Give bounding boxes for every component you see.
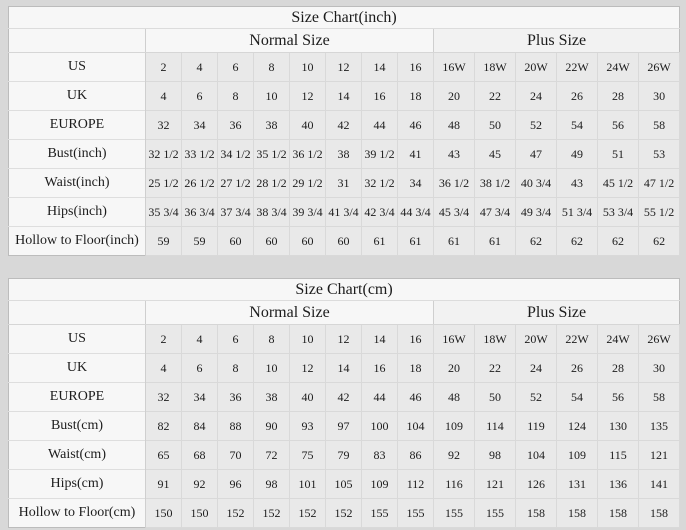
size-value-cell: 62: [516, 227, 557, 256]
size-value-cell: 34: [182, 383, 218, 412]
size-value-cell: 40 3/4: [516, 169, 557, 198]
size-value-cell: 14: [326, 354, 362, 383]
size-value-cell: 112: [398, 470, 434, 499]
size-value-cell: 152: [326, 499, 362, 528]
size-value-cell: 92: [182, 470, 218, 499]
size-value-cell: 44: [362, 383, 398, 412]
size-value-cell: 8: [254, 53, 290, 82]
size-value-cell: 38: [254, 383, 290, 412]
table-row: [9, 169, 680, 198]
size-value-cell: 59: [146, 227, 182, 256]
size-rows-cm: [9, 325, 680, 528]
size-value-cell: 152: [218, 499, 254, 528]
size-value-cell: 6: [182, 82, 218, 111]
size-value-cell: 16W: [434, 325, 475, 354]
size-value-cell: 46: [398, 111, 434, 140]
size-value-cell: 101: [290, 470, 326, 499]
size-value-cell: 46: [398, 383, 434, 412]
size-value-cell: 35 1/2: [254, 140, 290, 169]
size-value-cell: 40: [290, 383, 326, 412]
size-value-cell: 16: [398, 325, 434, 354]
table-row: [9, 412, 680, 441]
row-label: US: [9, 325, 146, 354]
size-value-cell: 26: [557, 82, 598, 111]
size-value-cell: 43: [434, 140, 475, 169]
size-value-cell: 158: [516, 499, 557, 528]
size-value-cell: 45 3/4: [434, 198, 475, 227]
size-value-cell: 45 1/2: [598, 169, 639, 198]
size-chart-inch-table: [8, 6, 680, 256]
size-value-cell: 62: [557, 227, 598, 256]
size-value-cell: 93: [290, 412, 326, 441]
size-value-cell: 6: [182, 354, 218, 383]
size-value-cell: 30: [639, 354, 680, 383]
size-value-cell: 116: [434, 470, 475, 499]
size-value-cell: 26 1/2: [182, 169, 218, 198]
plus-size-header: Plus Size: [434, 301, 680, 325]
size-value-cell: 60: [290, 227, 326, 256]
size-value-cell: 4: [146, 354, 182, 383]
size-value-cell: 14: [362, 325, 398, 354]
row-label: EUROPE: [9, 111, 146, 140]
size-value-cell: 32 1/2: [362, 169, 398, 198]
size-value-cell: 36 1/2: [290, 140, 326, 169]
size-value-cell: 52: [516, 383, 557, 412]
size-value-cell: 155: [362, 499, 398, 528]
size-value-cell: 119: [516, 412, 557, 441]
size-value-cell: 130: [598, 412, 639, 441]
size-value-cell: 56: [598, 111, 639, 140]
size-value-cell: 35 3/4: [146, 198, 182, 227]
size-value-cell: 32: [146, 111, 182, 140]
size-value-cell: 30: [639, 82, 680, 111]
size-value-cell: 34 1/2: [218, 140, 254, 169]
size-value-cell: 158: [639, 499, 680, 528]
size-value-cell: 41: [398, 140, 434, 169]
size-value-cell: 84: [182, 412, 218, 441]
size-value-cell: 61: [434, 227, 475, 256]
size-value-cell: 8: [254, 325, 290, 354]
normal-size-header: Normal Size: [146, 29, 434, 53]
size-value-cell: 131: [557, 470, 598, 499]
size-value-cell: 24: [516, 354, 557, 383]
size-value-cell: 38: [254, 111, 290, 140]
size-value-cell: 83: [362, 441, 398, 470]
table-row: [9, 441, 680, 470]
size-value-cell: 42: [326, 111, 362, 140]
size-value-cell: 12: [326, 325, 362, 354]
table-row: [9, 82, 680, 111]
size-value-cell: 60: [254, 227, 290, 256]
size-value-cell: 155: [398, 499, 434, 528]
size-value-cell: 12: [290, 354, 326, 383]
size-value-cell: 92: [434, 441, 475, 470]
size-value-cell: 86: [398, 441, 434, 470]
size-value-cell: 4: [146, 82, 182, 111]
size-value-cell: 20W: [516, 53, 557, 82]
size-value-cell: 155: [475, 499, 516, 528]
size-value-cell: 54: [557, 383, 598, 412]
size-value-cell: 28: [598, 82, 639, 111]
size-value-cell: 114: [475, 412, 516, 441]
size-value-cell: 8: [218, 354, 254, 383]
size-value-cell: 47: [516, 140, 557, 169]
size-value-cell: 70: [218, 441, 254, 470]
size-value-cell: 79: [326, 441, 362, 470]
size-value-cell: 126: [516, 470, 557, 499]
size-value-cell: 158: [598, 499, 639, 528]
size-value-cell: 25 1/2: [146, 169, 182, 198]
size-chart-cm-table: [8, 278, 680, 528]
table-title: Size Chart(inch): [9, 7, 680, 29]
size-value-cell: 51 3/4: [557, 198, 598, 227]
size-value-cell: 47 1/2: [639, 169, 680, 198]
size-value-cell: 20: [434, 82, 475, 111]
size-rows-inch: [9, 53, 680, 256]
table-row: [9, 140, 680, 169]
size-value-cell: 48: [434, 383, 475, 412]
row-label: UK: [9, 354, 146, 383]
size-value-cell: 22W: [557, 325, 598, 354]
size-value-cell: 56: [598, 383, 639, 412]
size-value-cell: 37 3/4: [218, 198, 254, 227]
size-value-cell: 33 1/2: [182, 140, 218, 169]
table-row: [9, 227, 680, 256]
size-value-cell: 109: [557, 441, 598, 470]
size-value-cell: 53: [639, 140, 680, 169]
size-value-cell: 32: [146, 383, 182, 412]
row-label: UK: [9, 82, 146, 111]
size-value-cell: 20W: [516, 325, 557, 354]
size-value-cell: 2: [146, 325, 182, 354]
size-value-cell: 155: [434, 499, 475, 528]
size-value-cell: 38 1/2: [475, 169, 516, 198]
size-value-cell: 36: [218, 383, 254, 412]
size-value-cell: 104: [398, 412, 434, 441]
size-value-cell: 55 1/2: [639, 198, 680, 227]
size-value-cell: 22: [475, 82, 516, 111]
row-label: Hollow to Floor(inch): [9, 227, 146, 256]
size-value-cell: 98: [475, 441, 516, 470]
size-value-cell: 31: [326, 169, 362, 198]
size-value-cell: 34: [398, 169, 434, 198]
size-value-cell: 22W: [557, 53, 598, 82]
size-value-cell: 40: [290, 111, 326, 140]
size-value-cell: 22: [475, 354, 516, 383]
size-value-cell: 45: [475, 140, 516, 169]
size-value-cell: 34: [182, 111, 218, 140]
table-row: [9, 53, 680, 82]
row-label: Bust(inch): [9, 140, 146, 169]
size-value-cell: 42 3/4: [362, 198, 398, 227]
size-value-cell: 12: [290, 82, 326, 111]
size-value-cell: 115: [598, 441, 639, 470]
size-group-header-row: [9, 301, 680, 325]
row-label: Waist(cm): [9, 441, 146, 470]
size-group-header-row: [9, 29, 680, 53]
size-value-cell: 98: [254, 470, 290, 499]
size-value-cell: 49 3/4: [516, 198, 557, 227]
size-value-cell: 16: [362, 354, 398, 383]
size-value-cell: 28: [598, 354, 639, 383]
size-value-cell: 14: [362, 53, 398, 82]
plus-size-header: Plus Size: [434, 29, 680, 53]
size-value-cell: 68: [182, 441, 218, 470]
size-value-cell: 48: [434, 111, 475, 140]
size-value-cell: 61: [362, 227, 398, 256]
size-value-cell: 96: [218, 470, 254, 499]
size-value-cell: 20: [434, 354, 475, 383]
row-label: US: [9, 53, 146, 82]
size-value-cell: 18: [398, 354, 434, 383]
size-value-cell: 36 3/4: [182, 198, 218, 227]
size-value-cell: 97: [326, 412, 362, 441]
size-value-cell: 26W: [639, 53, 680, 82]
table-row: [9, 198, 680, 227]
size-value-cell: 58: [639, 111, 680, 140]
size-value-cell: 100: [362, 412, 398, 441]
size-value-cell: 61: [398, 227, 434, 256]
size-value-cell: 82: [146, 412, 182, 441]
size-value-cell: 51: [598, 140, 639, 169]
size-value-cell: 12: [326, 53, 362, 82]
row-label: Bust(cm): [9, 412, 146, 441]
size-value-cell: 52: [516, 111, 557, 140]
size-value-cell: 18W: [475, 325, 516, 354]
size-value-cell: 18: [398, 82, 434, 111]
table-row: [9, 354, 680, 383]
size-value-cell: 26: [557, 354, 598, 383]
size-value-cell: 8: [218, 82, 254, 111]
size-value-cell: 16: [398, 53, 434, 82]
size-value-cell: 62: [639, 227, 680, 256]
size-value-cell: 136: [598, 470, 639, 499]
size-value-cell: 62: [598, 227, 639, 256]
size-value-cell: 105: [326, 470, 362, 499]
corner-cell: [9, 301, 146, 325]
table-row: [9, 383, 680, 412]
size-value-cell: 49: [557, 140, 598, 169]
size-value-cell: 16: [362, 82, 398, 111]
size-value-cell: 50: [475, 111, 516, 140]
size-value-cell: 24W: [598, 325, 639, 354]
size-value-cell: 75: [290, 441, 326, 470]
table-row: [9, 499, 680, 528]
row-label: Waist(inch): [9, 169, 146, 198]
size-value-cell: 44 3/4: [398, 198, 434, 227]
size-value-cell: 65: [146, 441, 182, 470]
size-value-cell: 91: [146, 470, 182, 499]
table-row: [9, 470, 680, 499]
size-value-cell: 18W: [475, 53, 516, 82]
size-value-cell: 24W: [598, 53, 639, 82]
size-value-cell: 28 1/2: [254, 169, 290, 198]
size-value-cell: 109: [434, 412, 475, 441]
corner-cell: [9, 29, 146, 53]
size-value-cell: 61: [475, 227, 516, 256]
size-value-cell: 4: [182, 325, 218, 354]
size-value-cell: 109: [362, 470, 398, 499]
size-value-cell: 88: [218, 412, 254, 441]
size-value-cell: 29 1/2: [290, 169, 326, 198]
size-value-cell: 14: [326, 82, 362, 111]
size-value-cell: 32 1/2: [146, 140, 182, 169]
row-label: Hips(cm): [9, 470, 146, 499]
size-value-cell: 47 3/4: [475, 198, 516, 227]
size-value-cell: 121: [475, 470, 516, 499]
size-value-cell: 26W: [639, 325, 680, 354]
size-value-cell: 152: [254, 499, 290, 528]
size-value-cell: 150: [146, 499, 182, 528]
size-value-cell: 72: [254, 441, 290, 470]
size-value-cell: 16W: [434, 53, 475, 82]
normal-size-header: Normal Size: [146, 301, 434, 325]
row-label: EUROPE: [9, 383, 146, 412]
size-value-cell: 44: [362, 111, 398, 140]
size-value-cell: 39 3/4: [290, 198, 326, 227]
table-row: [9, 111, 680, 140]
size-value-cell: 10: [290, 325, 326, 354]
size-value-cell: 124: [557, 412, 598, 441]
size-value-cell: 27 1/2: [218, 169, 254, 198]
size-value-cell: 43: [557, 169, 598, 198]
size-value-cell: 158: [557, 499, 598, 528]
size-value-cell: 90: [254, 412, 290, 441]
table-title-row: [9, 7, 680, 29]
table-title-row: [9, 279, 680, 301]
size-value-cell: 10: [254, 82, 290, 111]
size-value-cell: 54: [557, 111, 598, 140]
size-value-cell: 24: [516, 82, 557, 111]
size-value-cell: 2: [146, 53, 182, 82]
size-value-cell: 58: [639, 383, 680, 412]
size-value-cell: 152: [290, 499, 326, 528]
size-value-cell: 135: [639, 412, 680, 441]
size-value-cell: 41 3/4: [326, 198, 362, 227]
size-value-cell: 38: [326, 140, 362, 169]
row-label: Hollow to Floor(cm): [9, 499, 146, 528]
size-value-cell: 6: [218, 53, 254, 82]
size-value-cell: 53 3/4: [598, 198, 639, 227]
size-value-cell: 60: [218, 227, 254, 256]
size-value-cell: 4: [182, 53, 218, 82]
row-label: Hips(inch): [9, 198, 146, 227]
size-value-cell: 121: [639, 441, 680, 470]
size-value-cell: 39 1/2: [362, 140, 398, 169]
size-value-cell: 60: [326, 227, 362, 256]
size-value-cell: 10: [290, 53, 326, 82]
size-value-cell: 10: [254, 354, 290, 383]
size-value-cell: 36: [218, 111, 254, 140]
size-value-cell: 36 1/2: [434, 169, 475, 198]
size-value-cell: 6: [218, 325, 254, 354]
size-value-cell: 150: [182, 499, 218, 528]
size-value-cell: 104: [516, 441, 557, 470]
size-value-cell: 38 3/4: [254, 198, 290, 227]
size-value-cell: 59: [182, 227, 218, 256]
size-value-cell: 50: [475, 383, 516, 412]
size-value-cell: 42: [326, 383, 362, 412]
size-value-cell: 141: [639, 470, 680, 499]
table-title: Size Chart(cm): [9, 279, 680, 301]
table-row: [9, 325, 680, 354]
